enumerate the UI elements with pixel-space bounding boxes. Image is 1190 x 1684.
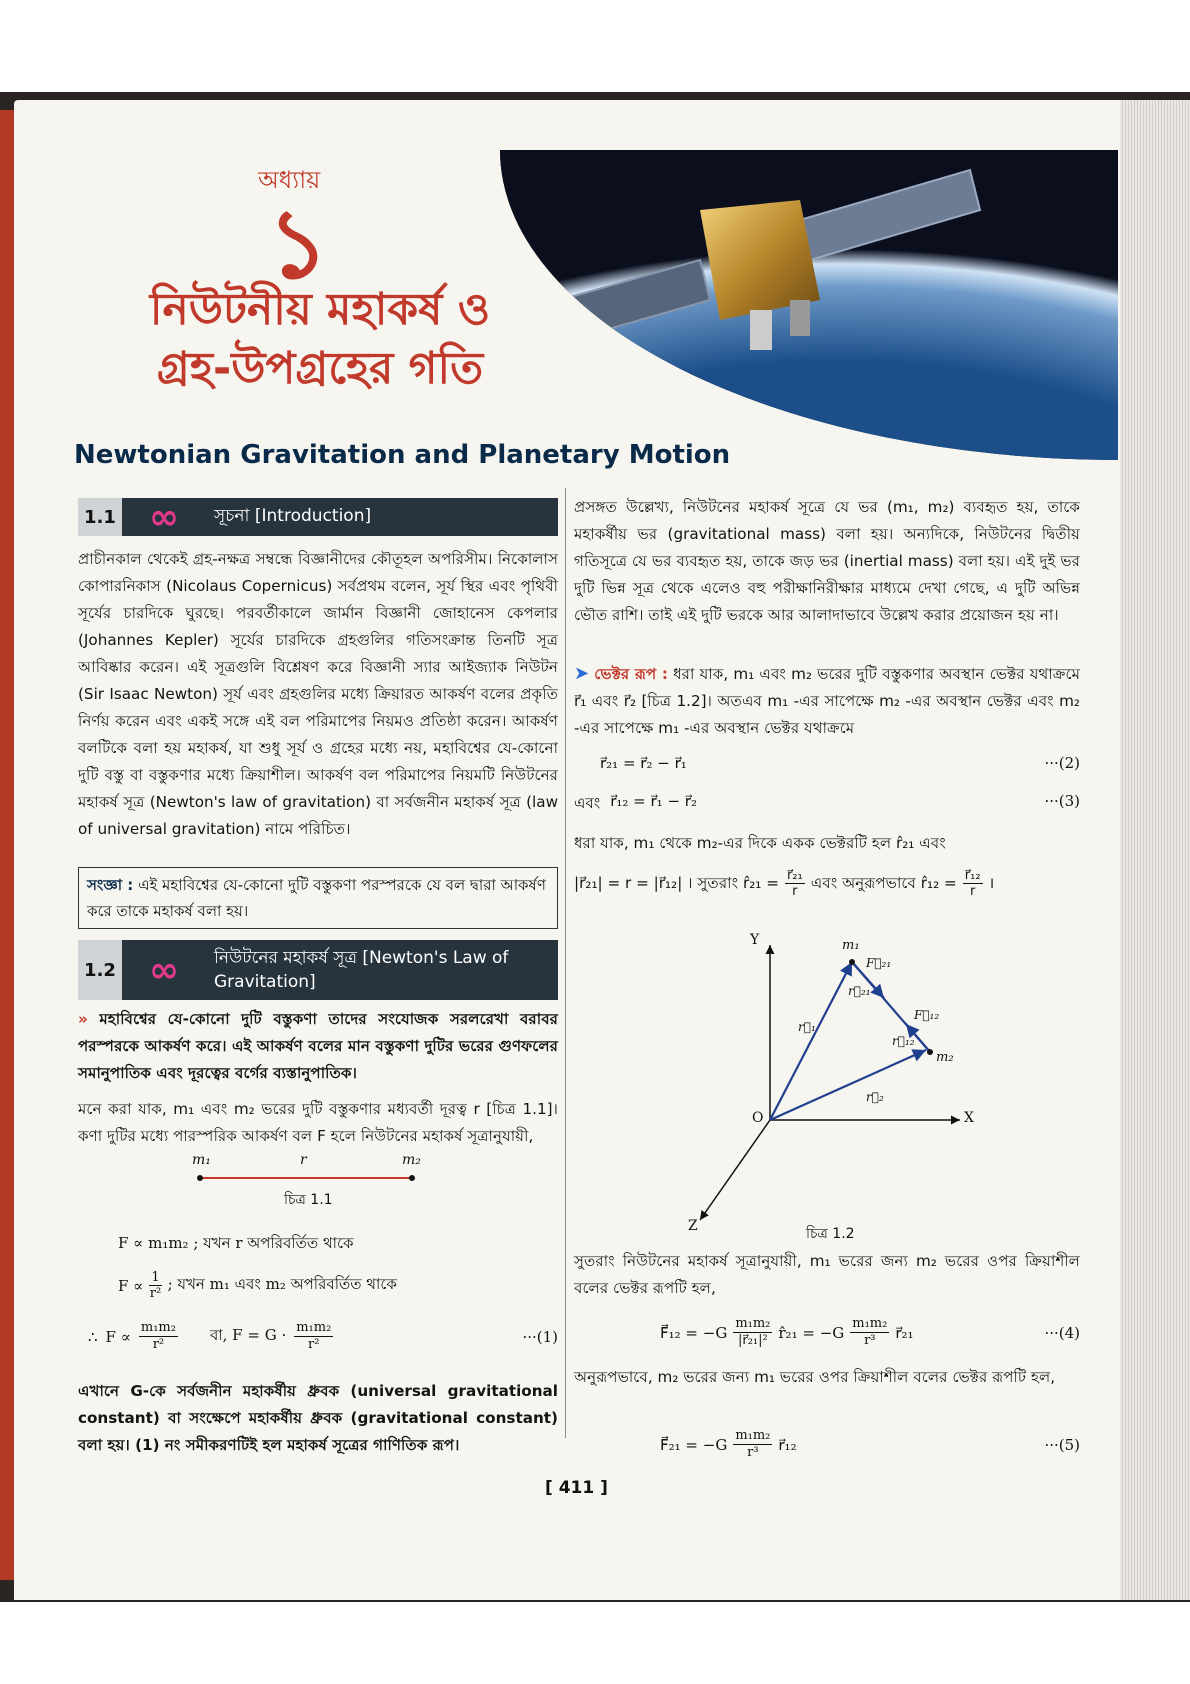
eq4-den2: r³ bbox=[864, 1333, 876, 1348]
eq1-num: m₁m₂ bbox=[140, 1320, 176, 1335]
eq1-den2: r² bbox=[308, 1337, 320, 1352]
chapter-title-line1: নিউটনীয় মহাকর্ষ ও bbox=[149, 284, 491, 335]
eq-b-num: 1 bbox=[151, 1270, 160, 1285]
eq5-lhs: F⃗₂₁ = −G bbox=[660, 1435, 728, 1454]
chapter-title bbox=[100, 280, 540, 399]
eq5-num: m₁m₂ bbox=[735, 1428, 771, 1443]
chevron-right-icon: » bbox=[78, 1010, 88, 1028]
section-number: 1.2 bbox=[78, 940, 122, 1000]
definition-box bbox=[78, 867, 558, 929]
unit-frac1-den: r bbox=[792, 884, 798, 899]
eq3-pre: এবং bbox=[574, 794, 601, 812]
column-divider bbox=[565, 488, 566, 1438]
eq4-tail: r⃗₂₁ bbox=[895, 1323, 914, 1342]
chapter-subtitle: Newtonian Gravitation and Planetary Motion bbox=[74, 440, 731, 470]
eq5-tail: r⃗₁₂ bbox=[778, 1435, 797, 1454]
eq1-pre: F ∝ bbox=[105, 1327, 131, 1346]
fig2-r1: r⃗₁ bbox=[798, 1020, 816, 1034]
law-text: মহাবিশ্বের যে-কোনো দুটি বস্তুকণা তাদের সংযোজক সরলরেখা বরাবর পরস্পরকে আকর্ষণ করে। এই আকর্ষণ বলের মান বস্তুকণা দুটির ভরের গুণফলের সমানুপাতিক এবং দূরত্বের বর্গের ব্যস্তানুপাতিক। bbox=[78, 1010, 558, 1082]
section-1-2-header bbox=[78, 940, 558, 1000]
force-vector-paragraph: সুতরাং নিউটনের মহাকর্ষ সূত্রানুযায়ী, m₁ ভরের জন্য m₂ ভরের ওপর ক্রিয়াশীল বলের ভেক্টর রূপটি হল, bbox=[574, 1252, 1080, 1297]
unit-frac2-num: r⃗₁₂ bbox=[964, 868, 981, 883]
unit-text-b: এবং অনুরূপভাবে r̂₁₂ = bbox=[810, 874, 957, 892]
fig1-m1: m₁ bbox=[192, 1152, 211, 1168]
eq1-number: ···(1) bbox=[522, 1327, 558, 1346]
equation-4 bbox=[660, 1316, 1080, 1349]
section-title bbox=[206, 946, 508, 994]
fig2-F21: F⃗₂₁ bbox=[866, 956, 892, 970]
equation-2 bbox=[600, 754, 1080, 772]
therefore-symbol: ∴ bbox=[88, 1327, 98, 1346]
equation-b bbox=[118, 1270, 397, 1301]
eq4-den: |r⃗₂₁|² bbox=[737, 1333, 768, 1348]
definition-text: এই মহাবিশ্বের যে-কোনো দুটি বস্তুকণা পরস্পরকে যে বল দ্বারা আকর্ষণ করে তাকে মহাকর্ষ বলা হয়। bbox=[87, 876, 546, 920]
figure-1-2 bbox=[680, 930, 1000, 1240]
vector-form-paragraph bbox=[574, 660, 1080, 742]
mass-paragraph: প্রসঙ্গত উল্লেখ্য, নিউটনের মহাকর্ষ সূত্রে যে ভর (m₁, m₂) ব্যবহৃত হয়, তাকে মহাকর্ষীয় ভর (gravitational mass) বলা হয়। অন্যদিকে, নিউটনের দ্বিতীয় গতিসূত্রে যে ভর ব্যবহৃত হয়, তাকে জড় ভর (inertial mass) বলা হয়। এই দুই ভর দুটি ভিন্ন সূত্র থেকে এলেও বহু পরীক্ষানিরীক্ষার মাধ্যমে দেখা গেছে, এ দুটি অভিন্ন ভৌত রাশি। তাই এই দুটি ভরকে আর আলাদাভাবে উল্লেখ করার প্রয়োজন হয় না। bbox=[574, 498, 1080, 624]
definition-label: সংজ্ঞা : bbox=[87, 876, 134, 894]
fig2-m2: m₂ bbox=[936, 1050, 954, 1065]
vector-form-text: ধরা যাক, m₁ এবং m₂ ভরের দুটি বস্তুকণার অবস্থান ভেক্টর যথাক্রমে r⃗₁ এবং r⃗₂ [চিত্র 1.2]। অতএব m₁ -এর সাপেক্ষে m₂ -এর অবস্থান ভেক্টর এবং m₂ -এর সাপেক্ষে m₁ -এর অবস্থান ভেক্টর যথাক্রমে bbox=[574, 665, 1081, 737]
eq5-den: r³ bbox=[747, 1445, 759, 1460]
equation-3 bbox=[574, 792, 1080, 817]
fig2-caption: চিত্র 1.2 bbox=[806, 1226, 855, 1242]
eq3-text: r⃗₁₂ = r⃗₁ − r⃗₂ bbox=[610, 792, 697, 810]
fig2-r12: r⃗₁₂ bbox=[892, 1034, 915, 1048]
gravitational-constant-paragraph: এখানে G-কে সর্বজনীন মহাকর্ষীয় ধ্রুবক (universal gravitational constant) বা সংক্ষেপে মহাকর্ষীয় ধ্রুবক (gravitational constant) বলা হয়। (1) নং সমীকরণটিই হল মহাকর্ষ সূত্রের গাণিতিক রূপ। bbox=[78, 1382, 558, 1454]
fig1-r: r bbox=[300, 1152, 307, 1168]
page-edges bbox=[1120, 100, 1190, 1600]
fig1-m2: m₂ bbox=[402, 1152, 421, 1168]
axis-x-label: X bbox=[964, 1110, 974, 1126]
eq1-num2: m₁m₂ bbox=[296, 1320, 332, 1335]
unit-frac1-num: r⃗₂₁ bbox=[786, 868, 803, 883]
binding-edge bbox=[0, 110, 14, 1580]
section-title-line1: নিউটনের মহাকর্ষ সূত্র [Newton's Law of bbox=[214, 948, 509, 968]
fig2-m1: m₁ bbox=[842, 938, 860, 953]
unit-vector-line2 bbox=[574, 868, 1080, 899]
equation-5 bbox=[660, 1428, 1080, 1461]
eq1-mid: বা, F = G · bbox=[209, 1326, 287, 1344]
eq4-lhs: F⃗₁₂ = −G bbox=[660, 1323, 728, 1342]
chapter-label: অধ্যায় bbox=[258, 166, 321, 194]
setup-paragraph: মনে করা যাক, m₁ এবং m₂ ভরের দুটি বস্তুকণার মধ্যবর্তী দূরত্ব r [চিত্র 1.1]। কণা দুটির মধ্যে পারস্পরিক আকর্ষণ বল F হলে নিউটনের মহাকর্ষ সূত্রানুযায়ী, bbox=[78, 1100, 558, 1145]
infinity-icon: ∞ bbox=[122, 940, 206, 1000]
vector-form-label: ভেক্টর রূপ : bbox=[594, 665, 668, 683]
origin-label: O bbox=[752, 1110, 764, 1126]
section-title-line2: Gravitation] bbox=[214, 972, 316, 992]
fig2-r2: r⃗₂ bbox=[866, 1090, 884, 1104]
section-1-1-header bbox=[78, 498, 558, 536]
figure-1-1 bbox=[180, 1152, 440, 1208]
paper-plane-icon: ➤ bbox=[574, 663, 590, 684]
eq1-den: r² bbox=[152, 1337, 165, 1352]
eq-b-pre: F ∝ bbox=[118, 1276, 144, 1295]
eq2-text: r⃗₂₁ = r⃗₂ − r⃗₁ bbox=[600, 754, 687, 772]
fig2-r21: r⃗₂₁ bbox=[848, 984, 871, 998]
unit-text-a: |r⃗₂₁| = r = |r⃗₁₂| । সুতরাং r̂₂₁ = bbox=[574, 874, 779, 892]
axis-y-label: Y bbox=[750, 932, 760, 948]
unit-vector-line1: ধরা যাক, m₁ থেকে m₂-এর দিকে একক ভেক্টরটি হল r̂₂₁ এবং bbox=[574, 834, 946, 852]
eq4-num2: m₁m₂ bbox=[852, 1316, 888, 1331]
reverse-force-paragraph: অনুরূপভাবে, m₂ ভরের জন্য m₁ ভরের ওপর ক্রিয়াশীল বলের ভেক্টর রূপটি হল, bbox=[574, 1368, 1056, 1386]
intro-paragraph: প্রাচীনকাল থেকেই গ্রহ-নক্ষত্র সম্বন্ধে বিজ্ঞানীদের কৌতূহল অপরিসীম। নিকোলাস কোপারনিকাস (Nicolaus Copernicus) সর্বপ্রথম বলেন, সূর্য স্থির এবং পৃথিবী সূর্যের চারদিকে ঘুরছে। পরবর্তীকালে জার্মান বিজ্ঞানী জোহানেস কেপলার (Johannes Kepler) সূর্যের চারদিকে গ্রহগুলির গতিসংক্রান্ত তিনটি সূত্র আবিষ্কার করেন। এই সূত্রগুলি বিশ্লেষণ করে বিজ্ঞানী স্যার আইজ্যাক নিউটন (Sir Isaac Newton) সূর্য এবং গ্রহগুলির মধ্যে ক্রিয়ারত আকর্ষণ বলের প্রকৃতি নির্ণয় করেন এবং একই সঙ্গে এই বল পরিমাপের নিয়মও প্রতিষ্ঠা করেন। আকর্ষণ বলটিকে বলা হয় মহাকর্ষ, যা শুধু সূর্য ও গ্রহের মধ্যে নয়, মহাবিশ্বের যে-কোনো দুটি বস্তু বা বস্তুকণার মধ্যে ক্রিয়াশীল। আকর্ষণ বল পরিমাপের নিয়মটি নিউটনের মহাকর্ষ সূত্র (Newton's law of gravitation) বা সর্বজনীন মহাকর্ষ সূত্র (law of universal gravitation) নামে পরিচিত। bbox=[78, 550, 558, 838]
unit-text-c: । bbox=[988, 874, 995, 892]
eq3-number: ···(3) bbox=[1044, 792, 1080, 810]
eq2-number: ···(2) bbox=[1044, 754, 1080, 772]
eq4-num: m₁m₂ bbox=[735, 1316, 771, 1331]
eq-b-den: r² bbox=[149, 1286, 162, 1301]
eq4-mid: r̂₂₁ = −G bbox=[778, 1323, 845, 1342]
unit-frac2-den: r bbox=[969, 884, 976, 899]
chapter-title-line2: গ্রহ-উপগ্রহের গতি bbox=[156, 343, 484, 395]
equation-a: F ∝ m₁m₂ ; যখন r অপরিবর্তিত থাকে bbox=[118, 1234, 354, 1252]
section-number: 1.1 bbox=[78, 498, 122, 536]
section-title: সূচনা [Introduction] bbox=[214, 506, 372, 526]
infinity-icon: ∞ bbox=[122, 498, 206, 536]
fig2-F12: F⃗₁₂ bbox=[914, 1008, 940, 1022]
eq5-number: ···(5) bbox=[1044, 1435, 1080, 1454]
chapter-number: ১ bbox=[266, 188, 330, 300]
law-statement bbox=[78, 1006, 558, 1087]
fig1-caption: চিত্র 1.1 bbox=[284, 1192, 333, 1208]
axis-z-label: Z bbox=[688, 1218, 698, 1234]
page-number: [ 411 ] bbox=[545, 1478, 608, 1498]
equation-1 bbox=[88, 1320, 558, 1353]
eq-b-post: ; যখন m₁ এবং m₂ অপরিবর্তিত থাকে bbox=[167, 1275, 397, 1293]
eq4-number: ···(4) bbox=[1044, 1323, 1080, 1342]
